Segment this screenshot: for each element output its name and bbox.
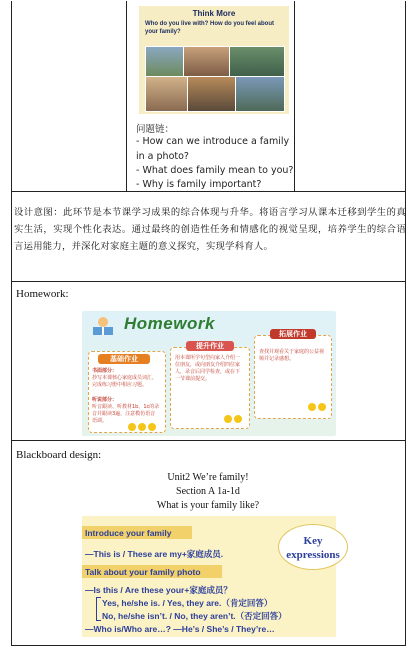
table-row-divider-bottom	[11, 645, 406, 646]
smile-icon	[224, 415, 232, 423]
introduce-heading: Introduce your family	[85, 528, 172, 538]
yes-answer-line: Yes, he/she is. / Yes, they are.（肯定回答）	[102, 598, 273, 608]
question-chain-label: 问题链：	[136, 124, 175, 135]
no-answer-line: No, he/she isn’t. / No, they aren’t.（否定回答）	[102, 611, 287, 621]
table-border-right	[405, 1, 406, 646]
table-row-divider-3	[11, 440, 406, 441]
smile-icon	[128, 423, 136, 431]
basic-written-text: 抄写本课核心家庭成员词汇，完成练习册中相应习题。	[92, 375, 158, 388]
blackboard-question: What is your family like?	[156, 500, 260, 511]
question-1b: in a photo?	[136, 151, 189, 162]
think-more-question: Who do you live with? How do you feel about your family?	[145, 21, 274, 35]
homework-banner-title: Homework	[124, 314, 215, 333]
question-2: - What does family mean to you?	[136, 165, 294, 176]
family-photo-6	[235, 76, 285, 112]
table-border-left	[11, 1, 12, 646]
smile-icon	[308, 403, 316, 411]
this-is-line: —This is / These are my+家庭成员.	[85, 549, 224, 559]
table-border-top-left	[126, 1, 127, 191]
smile-icon	[138, 423, 146, 431]
homework-banner	[82, 311, 336, 436]
who-line: —Who is/Who are…? —He’s / She’s / They’re…	[85, 624, 275, 634]
talk-heading: Talk about your family photo	[85, 567, 201, 577]
question-1a: - How can we introduce a family	[136, 136, 290, 147]
blackboard-unit: Unit2 We’re family!	[167, 472, 249, 483]
answer-bracket	[96, 597, 101, 621]
smile-icon	[234, 415, 242, 423]
basic-listening-title: 听说部分：	[92, 397, 118, 403]
table-border-top-right	[294, 1, 295, 191]
blackboard-section: Section A 1a-1d	[176, 486, 240, 497]
improve-homework-tag: 提升作业	[186, 341, 234, 351]
improve-homework-text: 用本课所学句型向家人介绍一位朋友，或向朋友介绍四位家人，录音后同学检查，或在下一节课前提交。	[175, 355, 241, 382]
family-photo-2	[183, 46, 231, 78]
family-photo-5	[187, 76, 237, 112]
extend-homework-tag: 拓展作业	[270, 329, 316, 339]
table-row-divider-1	[11, 191, 406, 192]
homework-label: Homework:	[16, 288, 69, 300]
design-intent-text: 设计意图：此环节是本节课学习成果的综合体现与升华。将语言学习从课本迁移到学生的真实生活，实现个性化表达。通过最终的创造性任务和情感化的视觉呈现，培养学生的综合语言运用能力，并深化对家庭主题的意义探究，实现学科育人。	[14, 207, 406, 252]
family-photo-1	[145, 46, 185, 78]
book-icon	[90, 315, 116, 337]
family-photo-4	[145, 76, 189, 112]
table-row-divider-2	[11, 281, 406, 282]
basic-written-title: 书面部分：	[92, 368, 118, 374]
family-photo-3	[229, 46, 285, 78]
blackboard-label: Blackboard design:	[16, 449, 102, 461]
question-3: - Why is family important?	[136, 179, 262, 190]
basic-homework-tag: 基础作业	[98, 354, 150, 364]
blackboard-board	[82, 516, 340, 637]
think-more-title: Think More	[192, 9, 236, 18]
smile-icon	[148, 423, 156, 431]
key-expressions-bubble: Key expressions	[278, 524, 348, 570]
is-this-line: —Is this / Are these your+家庭成员？	[85, 585, 232, 595]
extend-homework-text: 查找并观看关于家庭的公益视频并记录感想。	[259, 349, 325, 362]
think-more-card	[139, 6, 289, 114]
basic-listening-text: 听音跟读、听教材1b、1c的录音并跟读3遍，注意模仿语音语调。	[92, 404, 160, 424]
smile-icon	[318, 403, 326, 411]
